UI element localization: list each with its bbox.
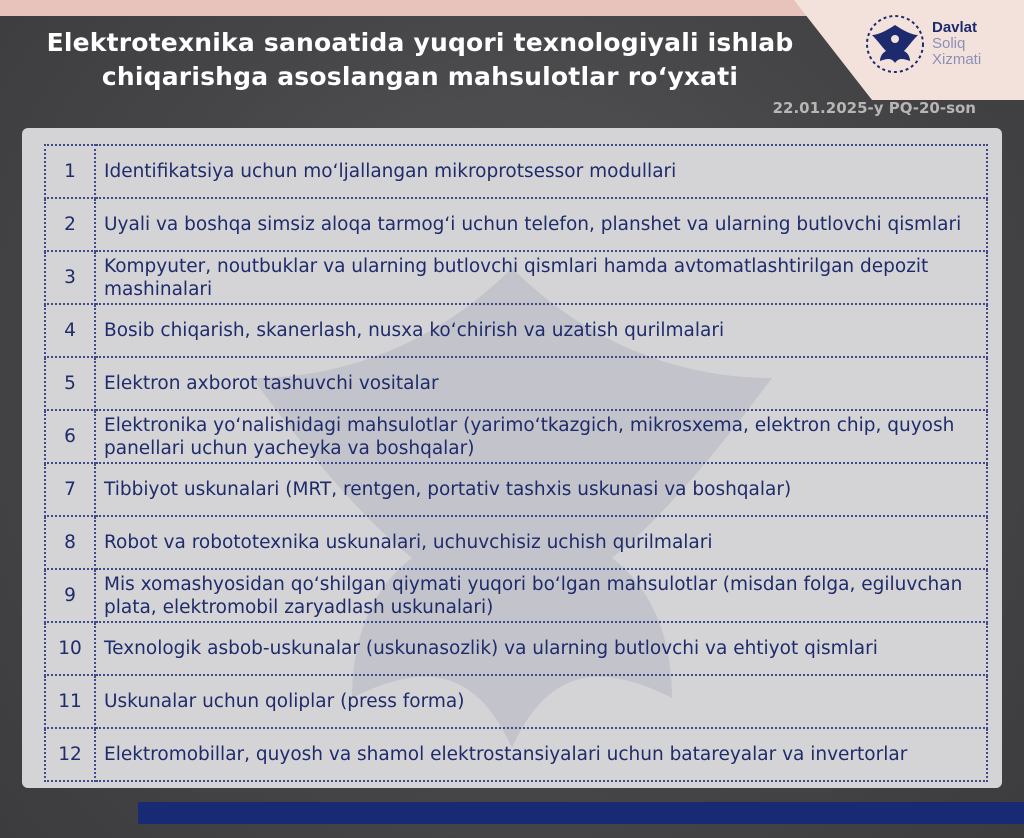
item-number: 5: [45, 357, 95, 410]
table-row: [45, 198, 987, 251]
logo-line-3: Xizmati: [932, 50, 982, 68]
table-row: [45, 463, 987, 516]
page-title: Elektrotexnika sanoatida yuqori texnologiyali ishlab chiqarishga asoslangan mahsulotlar ro‘yxati: [46, 28, 794, 91]
item-text: Texnologik asbob-uskunalar (uskunasozlik) va ularning butlovchi va ehtiyot qismlari: [95, 622, 987, 675]
table-row: [45, 304, 987, 357]
table-row: [45, 675, 987, 728]
item-text: Identifikatsiya uchun mo‘ljallangan mikroprotsessor modullari: [95, 145, 987, 198]
item-text: Elektronika yo‘nalishidagi mahsulotlar (yarimo‘tkazgich, mikrosxema, elektron chip, quyosh panellari uchun yacheyka va boshqalar): [95, 410, 987, 463]
items-table: [44, 144, 988, 782]
table-row: [45, 145, 987, 198]
item-number: 2: [45, 198, 95, 251]
item-text: Bosib chiqarish, skanerlash, nusxa ko‘chirish va uzatish qurilmalari: [95, 304, 987, 357]
logo-line-1: Davlat: [932, 19, 978, 37]
item-number: 9: [45, 569, 95, 622]
item-number: 6: [45, 410, 95, 463]
table-row: [45, 251, 987, 304]
bottom-brand-bar: [138, 802, 1024, 824]
table-row: [45, 357, 987, 410]
item-text: Uyali va boshqa simsiz aloqa tarmog‘i uchun telefon, planshet va ularning butlovchi qismlari: [95, 198, 987, 251]
table-row: [45, 622, 987, 675]
item-text: Elektromobillar, quyosh va shamol elektrostansiyalari uchun batareyalar va invertorlar: [95, 728, 987, 781]
item-number: 10: [45, 622, 95, 675]
item-text: Robot va robototexnika uskunalari, uchuvchisiz uchish qurilmalari: [95, 516, 987, 569]
item-number: 11: [45, 675, 95, 728]
item-text: Mis xomashyosidan qo‘shilgan qiymati yuqori bo‘lgan mahsulotlar (misdan folga, egiluvchan plata, elektromobil zaryadlash uskunalari): [95, 569, 987, 622]
item-number: 1: [45, 145, 95, 198]
item-text: Tibbiyot uskunalari (MRT, rentgen, portativ tashxis uskunasi va boshqalar): [95, 463, 987, 516]
table-row: [45, 728, 987, 781]
item-number: 12: [45, 728, 95, 781]
item-text: Uskunalar uchun qoliplar (press forma): [95, 675, 987, 728]
list-card: [22, 128, 1002, 788]
decree-reference: 22.01.2025-y PQ-20-son: [772, 99, 976, 117]
logo-line-2: Soliq: [932, 35, 966, 53]
table-row: [45, 410, 987, 463]
eagle-emblem-icon: [864, 13, 926, 75]
item-text: Kompyuter, noutbuklar va ularning butlovchi qismlari hamda avtomatlashtirilgan depozit mashinalari: [95, 251, 987, 304]
item-number: 8: [45, 516, 95, 569]
item-text: Elektron axborot tashuvchi vositalar: [95, 357, 987, 410]
table-row: [45, 516, 987, 569]
logo: [864, 8, 1014, 80]
item-number: 4: [45, 304, 95, 357]
item-number: 3: [45, 251, 95, 304]
item-number: 7: [45, 463, 95, 516]
table-row: [45, 569, 987, 622]
